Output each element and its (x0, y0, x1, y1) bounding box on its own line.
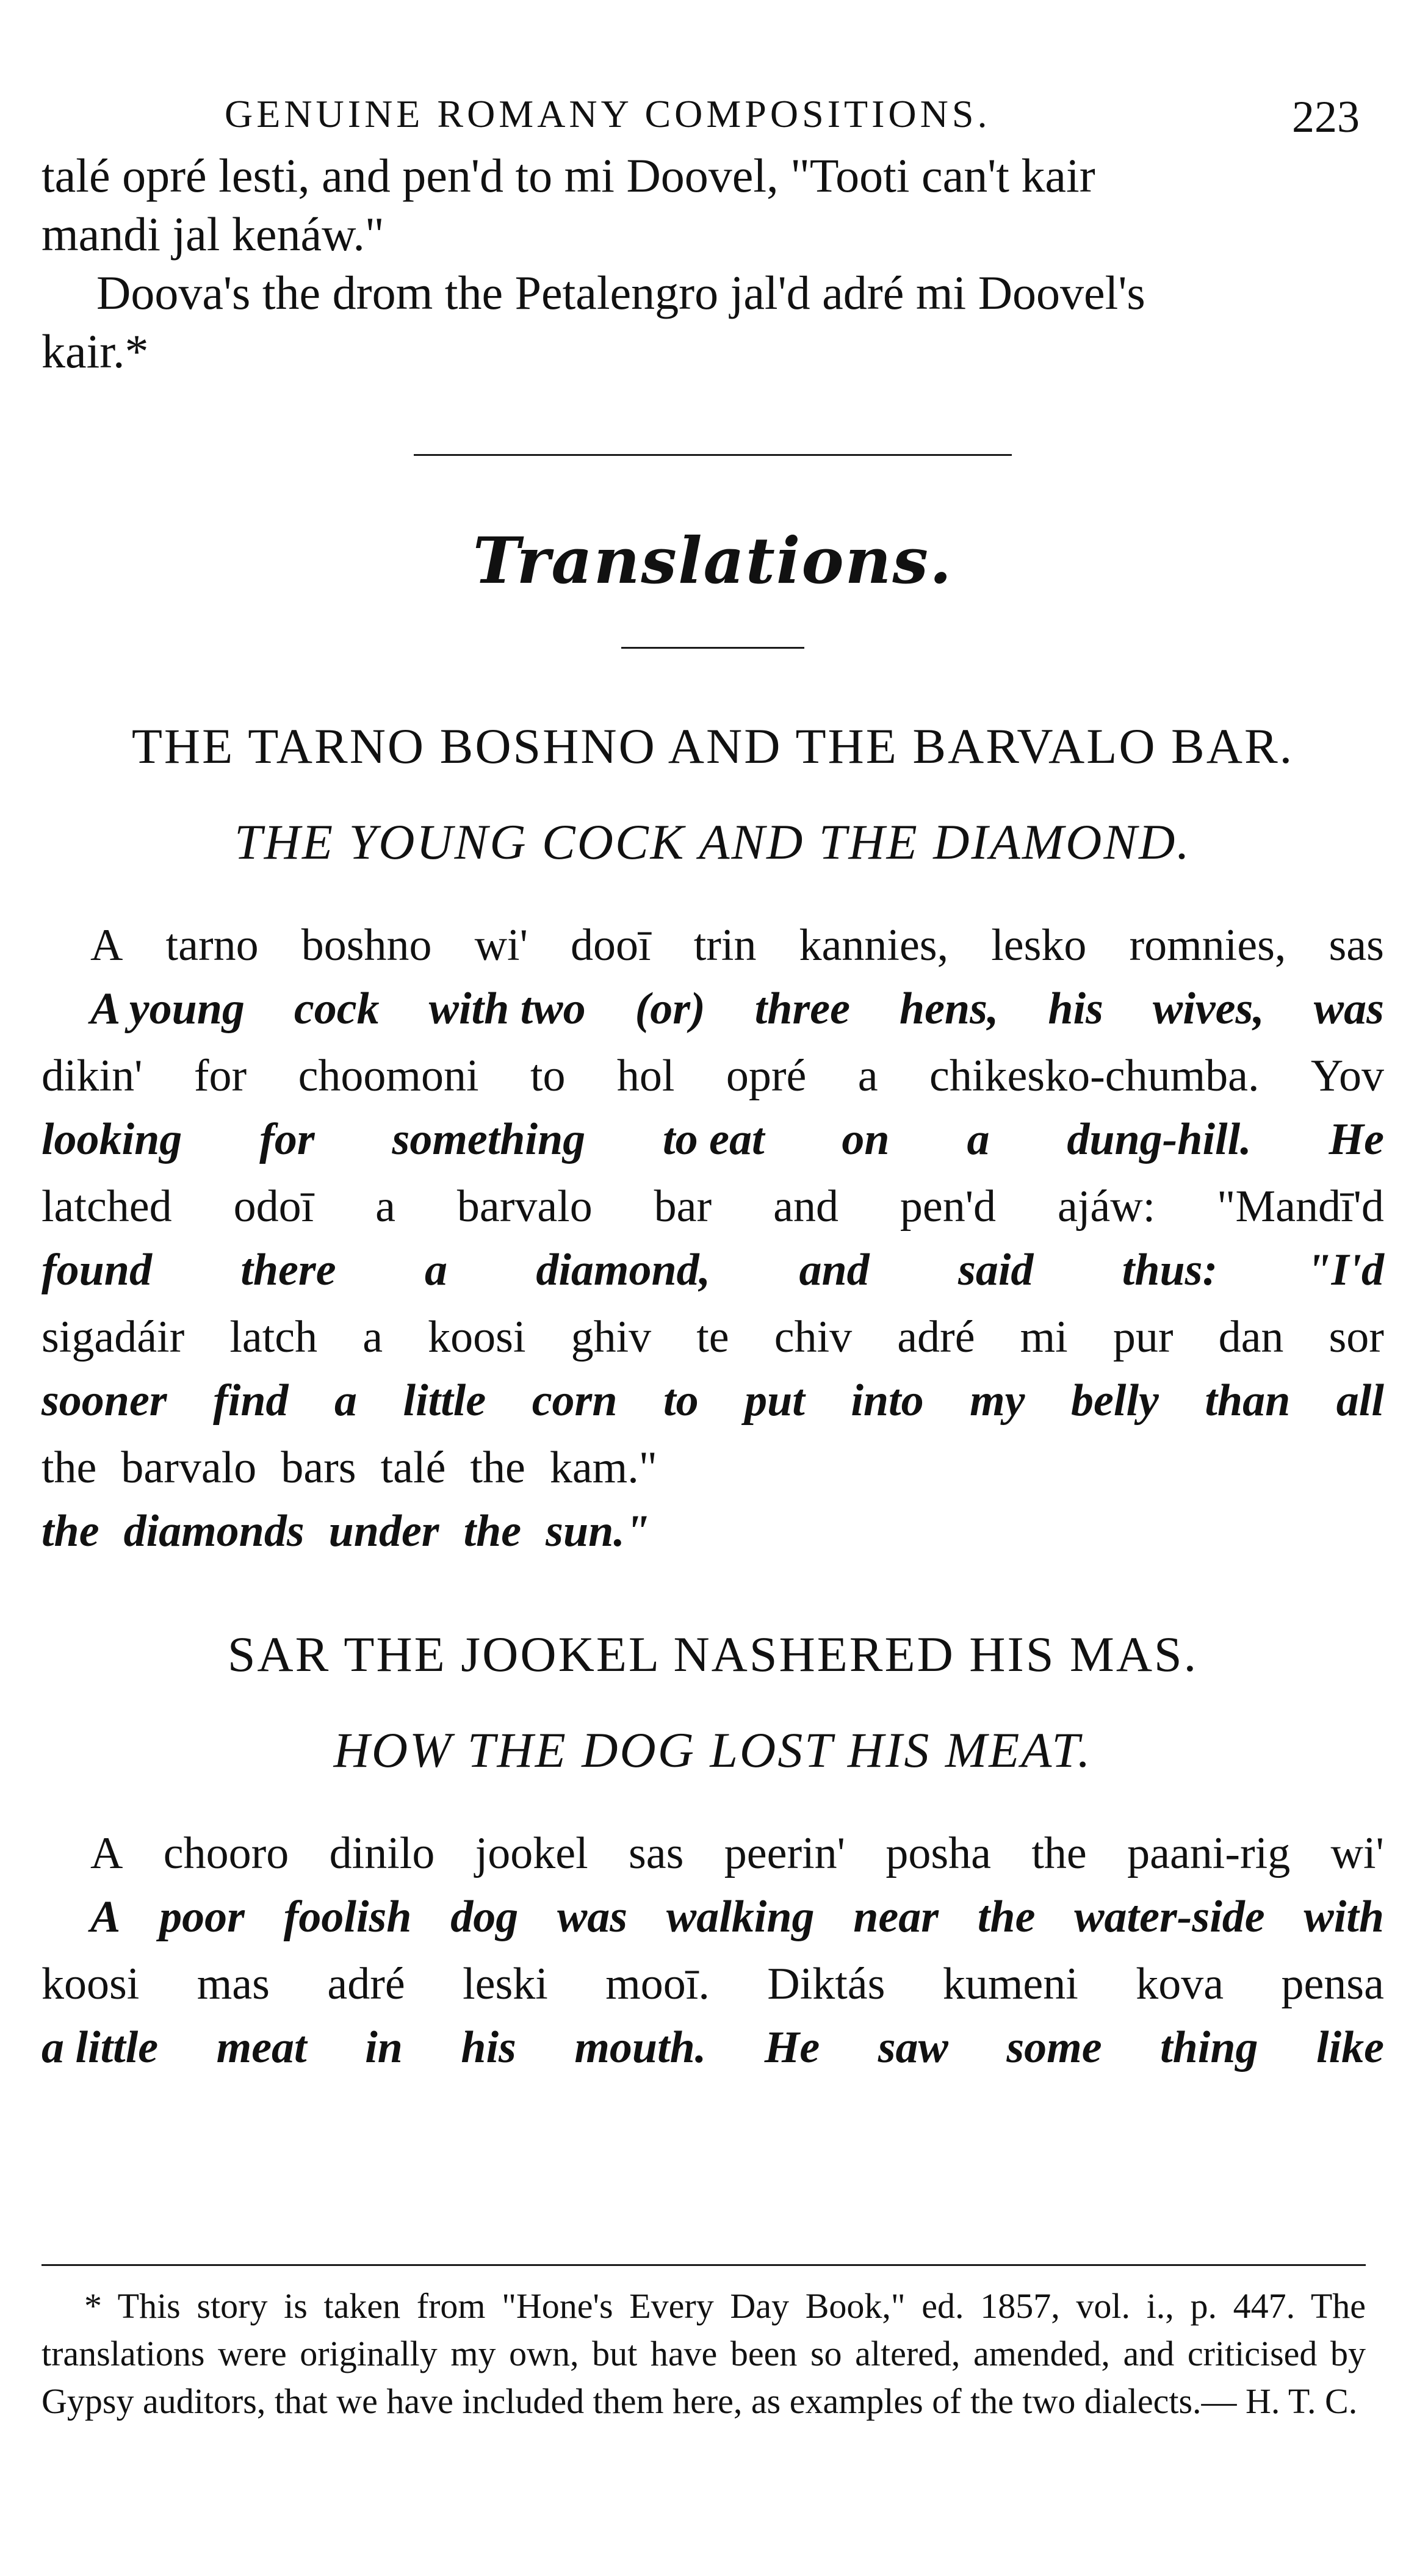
romany-word: Yov (1310, 1051, 1384, 1101)
english-word: dog (450, 1892, 519, 1942)
book-page (41, 73, 1384, 2539)
english-word: walking (666, 1892, 815, 1942)
romany-word: lesko (991, 920, 1087, 970)
english-line (41, 1885, 1384, 1949)
romany-line (41, 1436, 1384, 1499)
romany-word: A (90, 920, 123, 970)
romany-word: wi' (1330, 1828, 1384, 1878)
english-word: thing (1160, 2022, 1258, 2073)
story-subtitle: THE YOUNG COCK AND THE DIAMOND. (234, 814, 1191, 870)
romany-word: dan (1218, 1312, 1284, 1362)
romany-word: wi' (474, 920, 528, 970)
story-title: THE TARNO BOSHNO AND THE BARVALO BAR. (131, 718, 1294, 774)
romany-word: peerin' (724, 1828, 846, 1878)
interlinear-text (41, 1822, 1384, 2079)
romany-word: kova (1136, 1959, 1224, 2009)
verse-line: mandi jal kenáw." (41, 207, 384, 261)
romany-word: mi (1020, 1312, 1068, 1362)
section-heading: Translations. (472, 523, 953, 598)
interlinear-pair (41, 1436, 1384, 1563)
english-word: little (403, 1376, 486, 1426)
story-subtitle: HOW THE DOG LOST HIS MEAT. (333, 1722, 1092, 1778)
romany-word: sas (1329, 920, 1384, 970)
english-word: hens, (899, 984, 999, 1034)
romany-word: a (362, 1312, 383, 1362)
romany-word: mooī. (605, 1959, 710, 2009)
romany-word: boshno (301, 920, 432, 970)
story-title: SAR THE JOOKEL NASHERED HIS MAS. (227, 1626, 1199, 1682)
english-word: the (463, 1506, 522, 1556)
english-line (41, 1499, 1384, 1563)
english-word: (or) (635, 984, 705, 1034)
english-word: meat (216, 2022, 307, 2073)
romany-word: for (193, 1051, 247, 1101)
english-word: something (392, 1114, 586, 1164)
english-word: found (41, 1245, 152, 1295)
english-word: into (851, 1376, 924, 1426)
romany-word: dikin' (41, 1051, 143, 1101)
romany-line (41, 1175, 1384, 1238)
romany-word: to (530, 1051, 566, 1101)
romany-word: hol (616, 1051, 675, 1101)
english-word: to (663, 1376, 699, 1426)
romany-word: a (375, 1182, 395, 1232)
interlinear-pair (41, 1305, 1384, 1432)
romany-word: dinilo (329, 1828, 435, 1878)
english-word: a (334, 1376, 357, 1426)
romany-word: trin (693, 920, 757, 970)
romany-word: talé (380, 1443, 446, 1493)
english-word: diamonds (123, 1506, 305, 1556)
running-head (41, 73, 1384, 146)
heading-divider (621, 647, 804, 649)
english-word: A young (90, 984, 245, 1034)
romany-word: sas (628, 1828, 684, 1878)
english-word: He (764, 2022, 820, 2073)
romany-word: koosi (428, 1312, 526, 1362)
page-number: 223 (1292, 92, 1360, 142)
romany-word: pen'd (900, 1182, 997, 1232)
english-word: was (557, 1892, 628, 1942)
english-word: on (842, 1114, 890, 1164)
english-word: my (970, 1376, 1025, 1426)
english-word: three (754, 984, 850, 1034)
romany-word: opré (726, 1051, 807, 1101)
romany-word: "Mandī'd (1217, 1182, 1384, 1232)
opening-verse (41, 146, 1384, 381)
romany-word: adré (897, 1312, 975, 1362)
romany-word: the (41, 1443, 97, 1493)
english-word: and (799, 1245, 870, 1295)
interlinear-pair (41, 1952, 1384, 2079)
english-word: He (1329, 1114, 1384, 1164)
romany-word: koosi (41, 1959, 140, 2009)
english-word: foolish (283, 1892, 412, 1942)
romany-word: the (1031, 1828, 1087, 1878)
romany-word: barvalo (121, 1443, 257, 1493)
english-word: wives, (1152, 984, 1264, 1034)
footnote: * This story is taken from "Hone's Every Day Book," ed. 1857, vol. i., p. 447. The translations were originally my own, but have been so altered, amended, and criticised by Gypsy auditors, that we have included them here, as examples of the two dialects.— H. T. C. (41, 2286, 1366, 2421)
romany-word: Diktás (767, 1959, 885, 2009)
english-word: belly (1071, 1376, 1159, 1426)
english-line (41, 2016, 1384, 2079)
verse-line: Doova's the drom the Petalengro jal'd adré mi Doovel's (96, 266, 1145, 319)
english-word: diamond, (536, 1245, 711, 1295)
romany-word: kannies, (799, 920, 949, 970)
english-word: under (328, 1506, 439, 1556)
romany-word: mas (197, 1959, 270, 2009)
interlinear-pair (41, 1175, 1384, 1302)
romany-word: the (470, 1443, 525, 1493)
romany-word: tarno (165, 920, 259, 970)
english-word: for (259, 1114, 315, 1164)
romany-word: latched (41, 1182, 172, 1232)
english-word: than (1205, 1376, 1291, 1426)
english-word: dung-hill. (1067, 1114, 1252, 1164)
verse-line: kair.* (41, 325, 149, 378)
english-word: like (1316, 2022, 1384, 2073)
romany-word: bar (654, 1182, 712, 1232)
english-word: with two (428, 984, 586, 1034)
romany-word: chiv (774, 1312, 853, 1362)
interlinear-pair (41, 1822, 1384, 1949)
english-word: his (1048, 984, 1103, 1034)
romany-word: posha (885, 1828, 992, 1878)
romany-word: ghiv (571, 1312, 652, 1362)
english-word: a (967, 1114, 990, 1164)
english-word: his (461, 2022, 516, 2073)
english-word: near (853, 1892, 939, 1942)
running-title: GENUINE ROMANY COMPOSITIONS. (225, 92, 991, 135)
romany-line (41, 1305, 1384, 1369)
romany-word: sor (1329, 1312, 1384, 1362)
english-word: thus: (1122, 1245, 1218, 1295)
english-word: looking (41, 1114, 182, 1164)
romany-word: jookel (475, 1828, 588, 1878)
english-word: a (424, 1245, 447, 1295)
romany-word: pensa (1281, 1959, 1384, 2009)
english-word: sooner (41, 1376, 167, 1426)
romany-word: A (90, 1828, 123, 1878)
romany-word: dooī (571, 920, 651, 970)
english-word: A (90, 1892, 121, 1942)
verse-line: talé opré lesti, and pen'd to mi Doovel, "Tooti can't kair (41, 149, 1095, 202)
english-word: mouth. (574, 2022, 707, 2073)
english-line (41, 977, 1384, 1041)
romany-word: and (773, 1182, 838, 1232)
romany-word: te (696, 1312, 729, 1362)
english-word: a little (41, 2022, 159, 2073)
romany-word: ajáw: (1057, 1182, 1156, 1232)
romany-word: leski (463, 1959, 548, 2009)
romany-line (41, 1822, 1384, 1885)
romany-word: pur (1112, 1312, 1174, 1362)
english-word: to eat (663, 1114, 765, 1164)
english-word: sun." (546, 1506, 650, 1556)
romany-word: kam." (549, 1443, 657, 1493)
romany-word: sigadáir (41, 1312, 185, 1362)
english-word: all (1336, 1376, 1384, 1426)
romany-word: kumeni (942, 1959, 1078, 2009)
english-line (41, 1369, 1384, 1432)
english-word: water-side (1074, 1892, 1265, 1942)
english-word: some (1006, 2022, 1102, 2073)
english-word: in (365, 2022, 403, 2073)
english-word: saw (878, 2022, 948, 2073)
interlinear-pair (41, 914, 1384, 1041)
english-word: the (977, 1892, 1036, 1942)
english-word: find (213, 1376, 289, 1426)
interlinear-text (41, 914, 1384, 1563)
romany-word: chikesko-chumba. (929, 1051, 1260, 1101)
romany-word: adré (327, 1959, 405, 2009)
english-word: "I'd (1306, 1245, 1384, 1295)
romany-word: odoī (233, 1182, 314, 1232)
romany-word: a (857, 1051, 878, 1101)
english-line (41, 1108, 1384, 1171)
romany-line (41, 1044, 1384, 1108)
romany-word: romnies, (1129, 920, 1286, 970)
english-word: put (745, 1376, 805, 1426)
romany-word: chooro (163, 1828, 289, 1878)
romany-word: bars (281, 1443, 356, 1493)
english-word: poor (159, 1892, 245, 1942)
english-line (41, 1238, 1384, 1302)
english-word: there (240, 1245, 336, 1295)
romany-line (41, 914, 1384, 977)
english-word: cock (294, 984, 380, 1034)
interlinear-pair (41, 1044, 1384, 1171)
english-word: was (1313, 984, 1384, 1034)
romany-word: barvalo (456, 1182, 593, 1232)
romany-line (41, 1952, 1384, 2016)
english-word: with (1304, 1892, 1384, 1942)
romany-word: choomoni (298, 1051, 479, 1101)
footnote-divider (41, 2264, 1366, 2266)
romany-word: latch (229, 1312, 318, 1362)
english-word: the (41, 1506, 99, 1556)
english-word: corn (532, 1376, 618, 1426)
romany-word: paani-rig (1127, 1828, 1291, 1878)
section-divider (414, 454, 1012, 456)
english-word: said (958, 1245, 1034, 1295)
